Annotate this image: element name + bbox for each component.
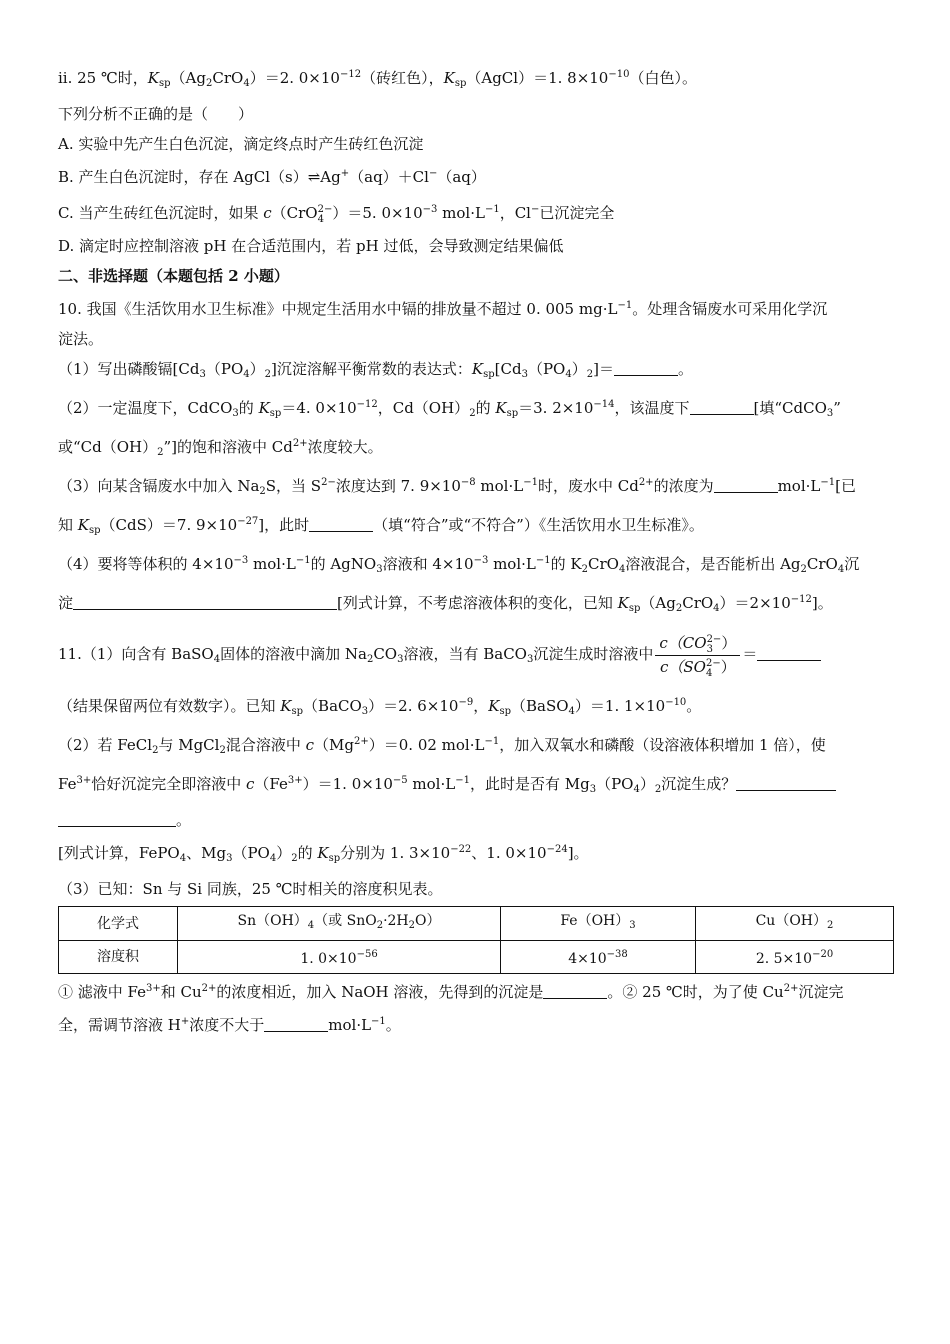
q9-option-c: C. 当产生砖红色沉淀时，如果 c（CrO 2− 4 ）＝5. $0\times 10^{-3}$ $mol\cdot L^{-1}$，Cl−已沉淀完全 xyxy=(58,204,615,225)
table-cell: 1. $0\times 10^{-56}$ xyxy=(178,941,501,974)
q9-option-b: B. 产生白色沉淀时，存在 AgCl（s）⇌Ag+（aq）＋Cl−（aq） xyxy=(58,168,486,186)
q11-part3-q1: ① 滤液中 $Fe^{3+}$和 $Cu^{2+}$的浓度相近，加入 NaOH 溶液，先得到的沉淀是 。② 25 ℃时，为了使 $Cu^{2+}$沉淀完 xyxy=(58,983,844,1001)
q9-option-a: A. 实验中先产生白色沉淀，滴定终点时产生砖红色沉淀 xyxy=(58,135,424,153)
q10-intro: 10. 我国《生活饮用水卫生标准》中规定生活用水中镉的排放量不超过 0. 005 $mg\cdot L^{-1}$。处理含镉废水可采用化学沉 xyxy=(58,300,828,318)
q11-part1-cont: （结果保留两位有效数字）。已知 $K_{sp}(BaCO_3)=2$. $6\times 10^{-9}$，$K_{sp}(BaSO_4)=1$. $1\times 10^{-10}$。 xyxy=(58,697,702,717)
table-cell: $Cu(OH)_2$ xyxy=(696,907,894,941)
q11-part1: 11.（1）向含有 BaSO$_4$固体的溶液中滴加 $Na_2CO_3$溶液，当有 BaCO$_3$沉淀生成时溶液中 c（CO 2− 3 ） c（SO 2− 4 ） ＝ xyxy=(58,626,894,688)
table-cell: $Sn(OH)_4$（或 $SnO_2\cdot 2H_2O$） xyxy=(178,907,501,941)
q10-part2-cont: 或“$Cd(OH)_2$”]的饱和溶液中 $Cd^{2+}$浓度较大。 xyxy=(58,438,383,458)
q10-part4-cont: 淀 [列式计算，不考虑溶液体积的变化，已知 $K_{sp}(Ag_2CrO_4)=2\times 10^{-12}$]。 xyxy=(58,594,833,614)
solubility-product-table xyxy=(58,906,894,974)
q11-part3-q2: 全，需调节溶液 H+浓度不大于 $mol\cdot L^{-1}$。 xyxy=(58,1016,401,1034)
q11-part2-line2: $Fe^{3+}$恰好沉淀完全即溶液中 $c(Fe^{3+})=1$. $0\times 10^{-5}$ $mol\cdot L^{-1}$，此时是否有 $Mg_3(PO_4)_2$沉淀生成？ xyxy=(58,766,894,805)
answer-blank[interactable] xyxy=(614,359,678,376)
q9-option-d: D. 滴定时应控制溶液 pH 在合适范围内，若 pH 过低，会导致测定结果偏低 xyxy=(58,237,564,255)
answer-blank[interactable] xyxy=(543,982,607,999)
table-cell: 2. $5\times 10^{-20}$ xyxy=(696,941,894,974)
q10-part2: （2）一定温度下，CdCO$_3$的 $K_{sp}=4$. $0\times 10^{-12}$，$Cd(OH)_2$的 $K_{sp}=3$. $2\times 10^{-14}$，该温度下 [填“CdCO$_3$” xyxy=(58,399,841,419)
q9-stem: 下列分析不正确的是（ ） xyxy=(58,105,254,123)
q10-part3-cont: 知 $K_{sp}(CdS)=7$. $9\times 10^{-27}$]，此时 （填“符合”或“不符合”）《生活饮用水卫生标准》。 xyxy=(58,516,704,536)
answer-blank[interactable] xyxy=(714,476,778,493)
q11-part2-line4: [列式计算，FePO$_4$、$Mg_3(PO_4)_2$的 $K_{sp}$分别为 1. $3\times 10^{-22}$、1. $0\times 10^{-24}$]。 xyxy=(58,844,589,864)
table-cell: 化学式 xyxy=(59,907,178,941)
answer-blank[interactable] xyxy=(264,1015,328,1032)
q11-part2: （2）若 FeCl$_2$与 MgCl$_2$混合溶液中 $c(Mg^{2+})=0$. 02 $mol\cdot L^{-1}$，加入双氧水和磷酸（设溶液体积增加 1 倍），使 xyxy=(58,736,826,756)
table-cell: $4\times 10^{-38}$ xyxy=(501,941,696,974)
answer-blank[interactable] xyxy=(736,774,836,791)
table-header-row xyxy=(59,907,894,941)
answer-blank[interactable] xyxy=(58,810,176,827)
table-cell: 溶度积 xyxy=(59,941,178,974)
q9-ii-line: ii. 25 ℃时，$K_{sp}(Ag_2CrO_4)=2$. $0\times 10^{-12}$（砖红色），$K_{sp}(AgCl)=1$. $8\times 10^{-10}$（白色）。 xyxy=(58,69,697,89)
q11-part3: （3）已知：Sn 与 Si 同族，25 ℃时相关的溶度积见表。 xyxy=(58,880,443,898)
q10-part4: （4）要将等体积的 $4\times 10^{-3}$ $mol\cdot L^{-1}$的 AgNO$_3$溶液和 $4\times 10^{-3}$ $mol\cdot L^{-1}$的 $K_2CrO_4$溶液混合，是否能析出 $Ag_2CrO_4$沉 xyxy=(58,555,860,575)
answer-blank[interactable] xyxy=(690,398,754,415)
table-row xyxy=(59,941,894,974)
answer-blank[interactable] xyxy=(73,593,337,610)
q10-intro-cont: 淀法。 xyxy=(58,330,104,348)
q10-part1: （1）写出磷酸镉$[Cd_3(PO_4)_2]$沉淀溶解平衡常数的表达式：$K_{sp}[Cd_3(PO_4)_2]=$ 。 xyxy=(58,360,693,380)
section-heading: 二、非选择题（本题包括 2 小题） xyxy=(58,267,289,285)
worksheet-page xyxy=(58,60,894,1040)
q11-part2-line3: 。 xyxy=(58,805,894,835)
concentration-ratio-fraction: c（CO 2− 3 ） c（SO 2− 4 ） xyxy=(655,632,740,679)
q10-part3: （3）向某含镉废水中加入 $Na_2S$，当 $S^{2-}$浓度达到 7. $9\times 10^{-8}$ $mol\cdot L^{-1}$时，废水中 $Cd^{2+}$的浓度为 $mol\cdot L^{-1}$[已 xyxy=(58,477,856,497)
answer-blank[interactable] xyxy=(757,644,821,661)
answer-blank[interactable] xyxy=(309,515,373,532)
table-cell: $Fe(OH)_3$ xyxy=(501,907,696,941)
